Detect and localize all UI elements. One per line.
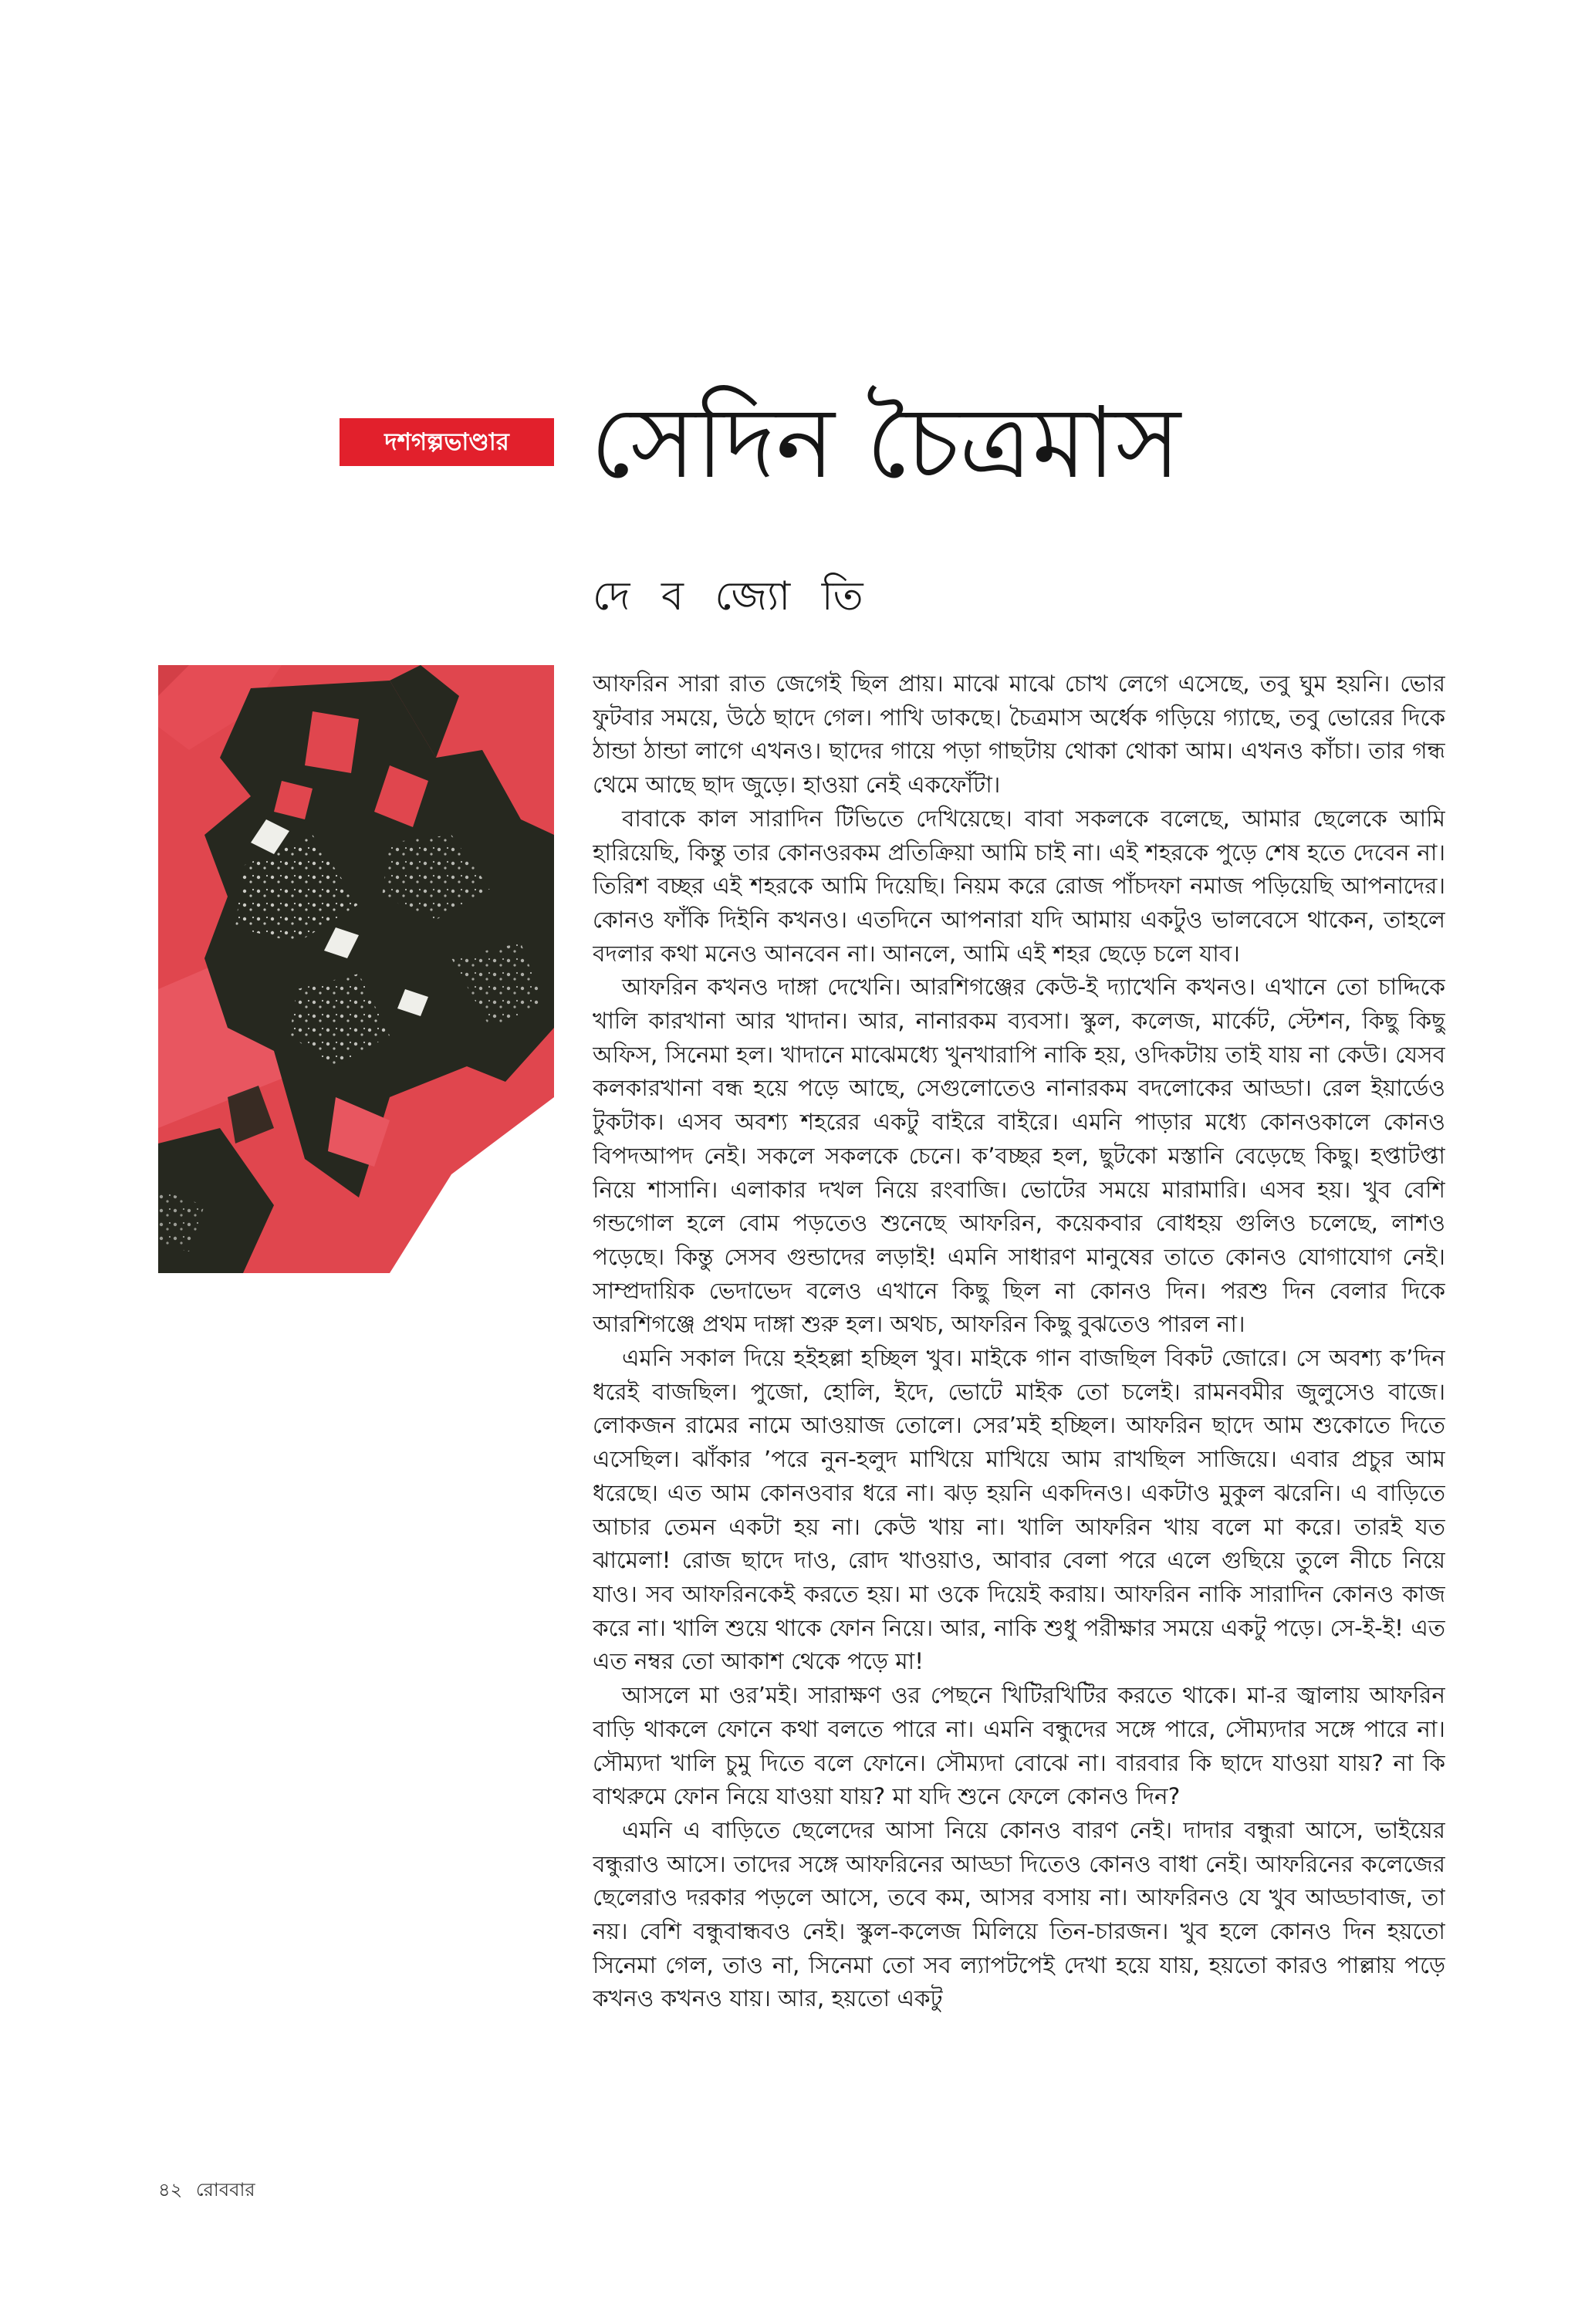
article-body [593,667,1445,2158]
article-paragraph: আফরিন কখনও দাঙ্গা দেখেনি। আরশিগঞ্জের কেউ-ই দ্যাখেনি কখনও। এখানে তো চাদ্দিকে খালি কারখানা আর খাদান। আর, নানারকম ব্যবসা। স্কুল, কলেজ, মার্কেট, স্টেশন, কিছু কিছু অফিস, সিনেমা হল। খাদানে মাঝেমধ্যে খুনখারাপি নাকি হয়, ওদিকটায় তাই যায় না কেউ। যেসব কলকারখানা বন্ধ হয়ে পড়ে আছে, সেগুলোতেও নানারকম বদলোকের আড্ডা। রেল ইয়ার্ডেও টুকটাক। এসব অবশ্য শহরের একটু বাইরে বাইরে। এমনি পাড়ার মধ্যে কোনওকালে কোনও বিপদআপদ নেই। সকলে সকলকে চেনে। ক’বচ্ছর হল, ছুটকো মস্তানি বেড়েছে কিছু। হপ্তাটপ্তা নিয়ে শাসানি। এলাকার দখল নিয়ে রংবাজি। ভোটের সময়ে মারামারি। এসব হয়। খুব বেশি গন্ডগোল হলে বোম পড়তেও শুনেছে আফরিন, কয়েকবার বোধহয় গুলিও চলেছে, লাশও পড়েছে। কিন্তু সেসব গুন্ডাদের লড়াই! এমনি সাধারণ মানুষের তাতে কোনও যোগাযোগ নেই। সাম্প্রদায়িক ভেদাভেদ বলেও এখানে কিছু ছিল না কোনও দিন। পরশু দিন বেলার দিকে আরশিগঞ্জে প্রথম দাঙ্গা শুরু হল। অথচ, আফরিন কিছু বুঝতেও পারল না। [593,974,1445,1338]
section-tag: দশগল্পভাণ্ডার [340,418,554,466]
illustration-artwork [158,665,554,1273]
page-number: ৪২ [158,2179,183,2201]
magazine-name: রোববার [195,2179,255,2201]
article-paragraph: আফরিন সারা রাত জেগেই ছিল প্রায়। মাঝে মাঝে চোখ লেগে এসেছে, তবু ঘুম হয়নি। ভোর ফুটবার সময়ে, উঠে ছাদে গেল। পাখি ডাকছে। চৈত্রমাস অর্ধেক গড়িয়ে গ্যাছে, তবু ভোরের দিকে ঠান্ডা ঠান্ডা লাগে এখনও। ছাদের গায়ে পড়া গাছটায় থোকা থোকা আম। এখনও কাঁচা। তার গন্ধ থেমে আছে ছাদ জুড়ে। হাওয়া নেই একফোঁটা। [593,671,1445,799]
story-title: সেদিন চৈত্রমাস [590,386,1181,501]
collage-illustration [158,665,554,1273]
article-paragraph: এমনি এ বাড়িতে ছেলেদের আসা নিয়ে কোনও বারণ নেই। দাদার বন্ধুরা আসে, ভাইয়ের বন্ধুরাও আসে। তাদের সঙ্গে আফরিনের আড্ডা দিতেও কোনও বাধা নেই। আফরিনের কলেজের ছেলেরাও দরকার পড়লে আসে, তবে কম, আসর বসায় না। আফরিনও যে খুব আড্ডাবাজ, তা নয়। বেশি বন্ধুবান্ধবও নেই। স্কুল-কলেজ মিলিয়ে তিন-চারজন। খুব হলে কোনও দিন হয়তো সিনেমা গেল, তাও না, সিনেমা তো সব ল্যাপটপেই দেখা হয়ে যায়, হয়তো কারও পাল্লায় পড়ে কখনও কখনও যায়। আর, হয়তো একটু [593,1816,1445,2012]
author-name: দে ব জ্যো তি [593,573,873,620]
article-paragraph: এমনি সকাল দিয়ে হইহল্লা হচ্ছিল খুব। মাইকে গান বাজছিল বিকট জোরে। সে অবশ্য ক’দিন ধরেই বাজছিল। পুজো, হোলি, ইদে, ভোটে মাইক তো চলেই। রামনবমীর জুলুসেও বাজে। লোকজন রামের নামে আওয়াজ তোলে। সের’মই হচ্ছিল। আফরিন ছাদে আম শুকোতে দিতে এসেছিল। ঝাঁকার ’পরে নুন-হলুদ মাখিয়ে মাখিয়ে আম রাখছিল সাজিয়ে। এবার প্রচুর আম ধরেছে। এত আম কোনওবার ধরে না। ঝড় হয়নি একদিনও। একটাও মুকুল ঝরেনি। এ বাড়িতে আচার তেমন একটা হয় না। কেউ খায় না। খালি আফরিন খায় বলে মা করে। তারই যত ঝামেলা! রোজ ছাদে দাও, রোদ খাওয়াও, আবার বেলা পরে এলে গুছিয়ে তুলে নীচে নিয়ে যাও। সব আফরিনকেই করতে হয়। মা ওকে দিয়েই করায়। আফরিন নাকি সারাদিন কোনও কাজ করে না। খালি শুয়ে থাকে ফোন নিয়ে। আর, নাকি শুধু পরীক্ষার সময়ে একটু পড়ে। সে-ই-ই! এত এত নম্বর তো আকাশ থেকে পড়ে মা! [593,1345,1445,1675]
article-paragraph: আসলে মা ওর’মই। সারাক্ষণ ওর পেছনে খিটিরখিটির করতে থাকে। মা-র জ্বালায় আফরিন বাড়ি থাকলে ফোনে কথা বলতে পারে না। এমনি বন্ধুদের সঙ্গে পারে, সৌম্যদার সঙ্গে পারে না। সৌম্যদা খালি চুমু দিতে বলে ফোনে। সৌম্যদা বোঝে না। বারবার কি ছাদে যাওয়া যায়? না কি বাথরুমে ফোন নিয়ে যাওয়া যায়? মা যদি শুনে ফেলে কোনও দিন? [593,1682,1445,1810]
page-footer [158,2174,255,2205]
article-paragraph: বাবাকে কাল সারাদিন টিভিতে দেখিয়েছে। বাবা সকলকে বলেছে, আমার ছেলেকে আমি হারিয়েছি, কিন্তু তার কোনওরকম প্রতিক্রিয়া আমি চাই না। এই শহরকে পুড়ে শেষ হতে দেবেন না। তিরিশ বচ্ছর এই শহরকে আমি দিয়েছি। নিয়ম করে রোজ পাঁচদফা নমাজ পড়িয়েছি আপনাদের। কোনও ফাঁকি দিইনি কখনও। এতদিনে আপনারা যদি আমায় একটুও ভালবেসে থাকেন, তাহলে বদলার কথা মনেও আনবেন না। আনলে, আমি এই শহর ছেড়ে চলে যাব। [593,805,1445,967]
